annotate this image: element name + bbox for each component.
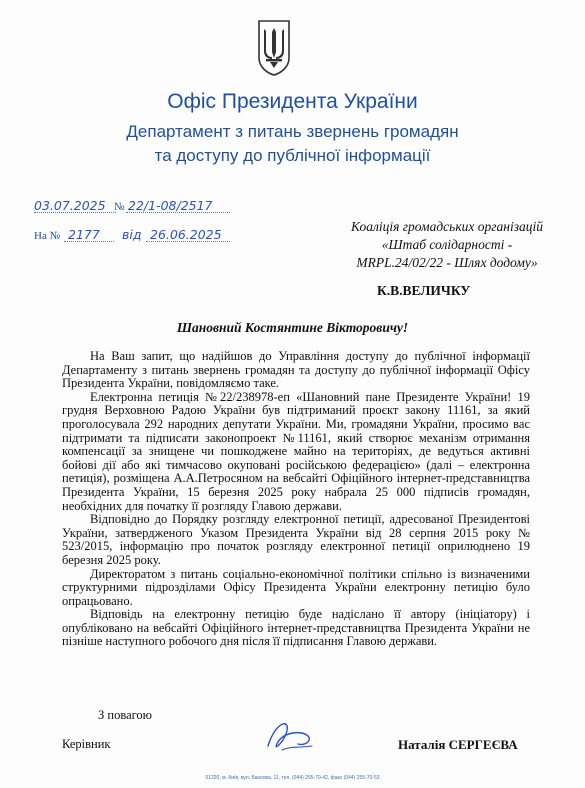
greeting: Шановний Костянтине Вікторовичу! — [176, 320, 409, 335]
out-number: 22/1-08/2517 — [128, 198, 213, 213]
letter-body — [62, 350, 530, 649]
signer-name: Наталія СЕРГЕЄВА — [398, 737, 518, 752]
closing-regards: З повагою — [98, 708, 153, 722]
out-number-label: № — [114, 201, 125, 213]
signer-position: Керівник — [62, 737, 111, 751]
out-date: 03.07.2025 — [34, 198, 106, 213]
body-paragraph: Відповідь на електронну петицію буде надіслано її автору (ініціатору) і опубліковано на вебсайті Офіційного інтернет-представництва Президента України не пізніше наступного робочого дня після її підписання Главою держави. — [62, 607, 530, 649]
office-title: Офіс Президента України — [167, 90, 418, 113]
recipient-org-line-1: Коаліція громадських організацій — [351, 219, 543, 234]
body-paragraph: Директоратом з питань соціально-економічної політики спільно із визначеними структурними підрозділами Офісу Президента України електронну петицію було опрацьовано. — [62, 566, 530, 608]
in-number: 2177 — [68, 227, 100, 242]
addressee-name: К.В.ВЕЛИЧКУ — [377, 283, 471, 298]
in-date: 26.06.2025 — [150, 227, 222, 242]
trident-icon — [255, 18, 293, 76]
signature-icon — [262, 716, 318, 756]
department-line-2: та доступу до публічної інформації — [154, 146, 431, 165]
recipient-org-line-3: MRPL.24/02/22 - Шлях додому» — [356, 255, 538, 270]
body-paragraph: Електронна петиція №22/238978-еп «Шановний пане Президенте України! 19 грудня Верховною Радою України був підтриманий проєкт закону 11161, за який проголосувала 292 народних депутати України. Ми, громадяни України, просимо вас підтримати та підписати законопроект №11161, який створює механізм отримання компенсації за знищене чи пошкоджене майно на територіях, де ведуться активні бойові дії або які тимчасово окуповані російською федерацією» (далі – електронна петиція), розміщена А.А.Петросяном на вебсайті Офіційного інтернет-представництва Президента України, 15 березня 2025 року набрала 25 000 підписів громадян, необхідних для початку її розгляду Главою держави. — [62, 389, 530, 513]
in-from-label: від — [122, 227, 142, 242]
department-line-1: Департамент з питань звернень громадян — [126, 122, 459, 141]
recipient-org-line-2: «Штаб солідарності - — [381, 237, 513, 252]
recipient-organization — [322, 218, 572, 272]
in-number-label: На № — [34, 230, 61, 242]
footer-address: 01220, м. Київ, вул. Банкова, 11, тел. (044) 255-70-42, факс (044) 255-70-53 — [205, 775, 380, 781]
body-paragraph: На Ваш запит, що надійшов до Управління доступу до публічної інформації Департаменту з питань звернень громадян та доступу до публічної інформації Офісу Президента України, повідомляємо таке. — [62, 349, 530, 391]
body-paragraph: Відповідно до Порядку розгляду електронної петиції, адресованої Президентові України, затвердженого Указом Президента України від 28 серпня 2015 року № 523/2015, інформацію про початок розгляду електронної петиції оприлюднено 19 березня 2025 року. — [62, 512, 530, 567]
